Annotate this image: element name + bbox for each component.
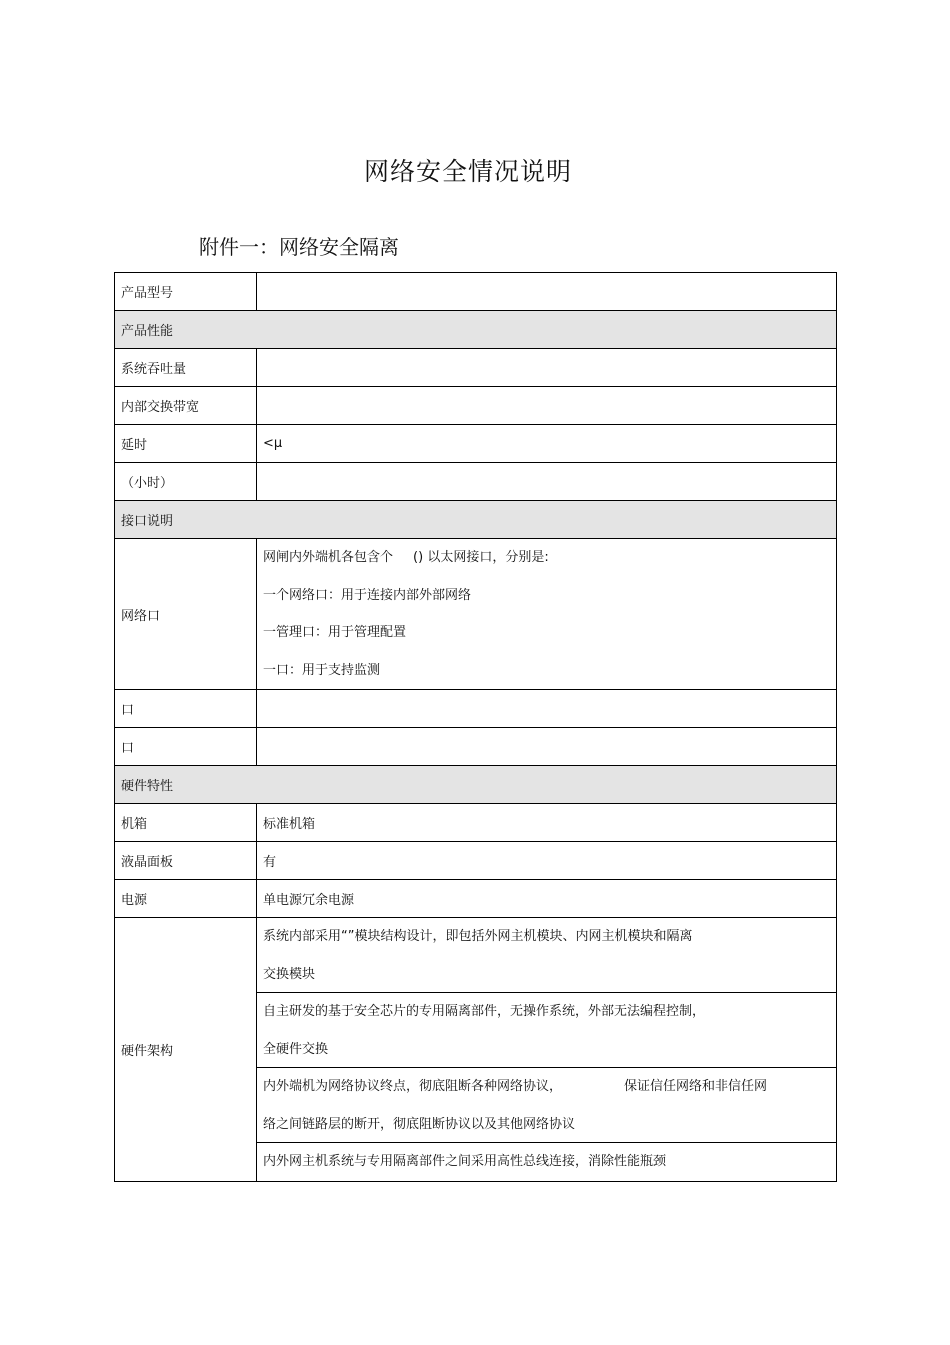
section-row (115, 766, 837, 804)
table-row (115, 728, 837, 766)
row-label: 硬件架构 (115, 918, 257, 1182)
table-row (115, 387, 837, 425)
row-value (257, 539, 837, 690)
port-text: () (413, 550, 424, 565)
spec-table (114, 272, 837, 1182)
row-label: 液晶面板 (115, 842, 257, 880)
row-value (257, 273, 837, 311)
port-text: 以太网接口，分别是: (427, 550, 549, 565)
architecture-text: 自主研发的基于安全芯片的专用隔离部件，无操作系统，外部无法编程控制， (263, 1004, 706, 1019)
row-label: 机箱 (115, 804, 257, 842)
port-description-line: 一管理口：用于管理配置 (263, 625, 407, 640)
row-value (257, 690, 837, 728)
row-label: （小时） (115, 463, 257, 501)
table-row (115, 842, 837, 880)
section-header: 接口说明 (115, 501, 837, 539)
row-value (257, 463, 837, 501)
row-value: <μ (257, 425, 837, 463)
port-text: 网闸内外端机各包含个 (263, 550, 394, 565)
table-row (115, 918, 837, 1182)
table-row (115, 804, 837, 842)
table-row (115, 349, 837, 387)
port-description-line: 一个网络口：用于连接内部外部网络 (263, 587, 472, 603)
row-value: 单电源冗余电源 (257, 880, 837, 918)
architecture-item (257, 918, 836, 993)
table-row (115, 425, 837, 463)
row-label: 延时 (115, 425, 257, 463)
section-header: 硬件特性 (115, 766, 837, 804)
architecture-text: 内外网主机系统与专用隔离部件之间采用高性总线连接，消除性能瓶颈 (263, 1154, 667, 1169)
document-subtitle: 附件一：网络安全隔离 (199, 235, 399, 259)
architecture-text: 络之间链路层的断开，彻底阻断协议以及其他网络协议 (263, 1116, 576, 1132)
section-row (115, 501, 837, 539)
port-description-line (257, 539, 836, 577)
document-title: 网络安全情况说明 (363, 157, 572, 186)
row-label: 口 (115, 728, 257, 766)
row-label: 内部交换带宽 (115, 387, 257, 425)
row-value (257, 728, 837, 766)
row-value (257, 387, 837, 425)
table-row (115, 880, 837, 918)
row-value (257, 918, 837, 1182)
section-row (115, 311, 837, 349)
architecture-item (257, 1068, 836, 1143)
table-row (115, 690, 837, 728)
port-description-line: 一口：用于支持监测 (263, 662, 381, 678)
architecture-item (257, 993, 836, 1068)
row-value: 有 (257, 842, 837, 880)
architecture-text: 全硬件交换 (263, 1041, 329, 1057)
architecture-text: 系统内部采用“”模块结构设计，即包括外网主机模块、内网主机模块和隔离 (263, 929, 693, 944)
table-row (115, 273, 837, 311)
table-row (115, 539, 837, 690)
row-value: 标准机箱 (257, 804, 837, 842)
row-value (257, 349, 837, 387)
row-label: 产品型号 (115, 273, 257, 311)
row-label: 口 (115, 690, 257, 728)
row-label: 电源 (115, 880, 257, 918)
row-label: 系统吞吐量 (115, 349, 257, 387)
architecture-text-line (263, 1068, 830, 1106)
table-row (115, 463, 837, 501)
architecture-text: 保证信任网络和非信任网 (624, 1079, 768, 1094)
architecture-text: 交换模块 (263, 966, 316, 982)
architecture-item (257, 1143, 836, 1181)
section-header: 产品性能 (115, 311, 837, 349)
architecture-text: 内外端机为网络协议终点，彻底阻断各种网络协议， (263, 1079, 563, 1094)
row-label: 网络口 (115, 539, 257, 690)
